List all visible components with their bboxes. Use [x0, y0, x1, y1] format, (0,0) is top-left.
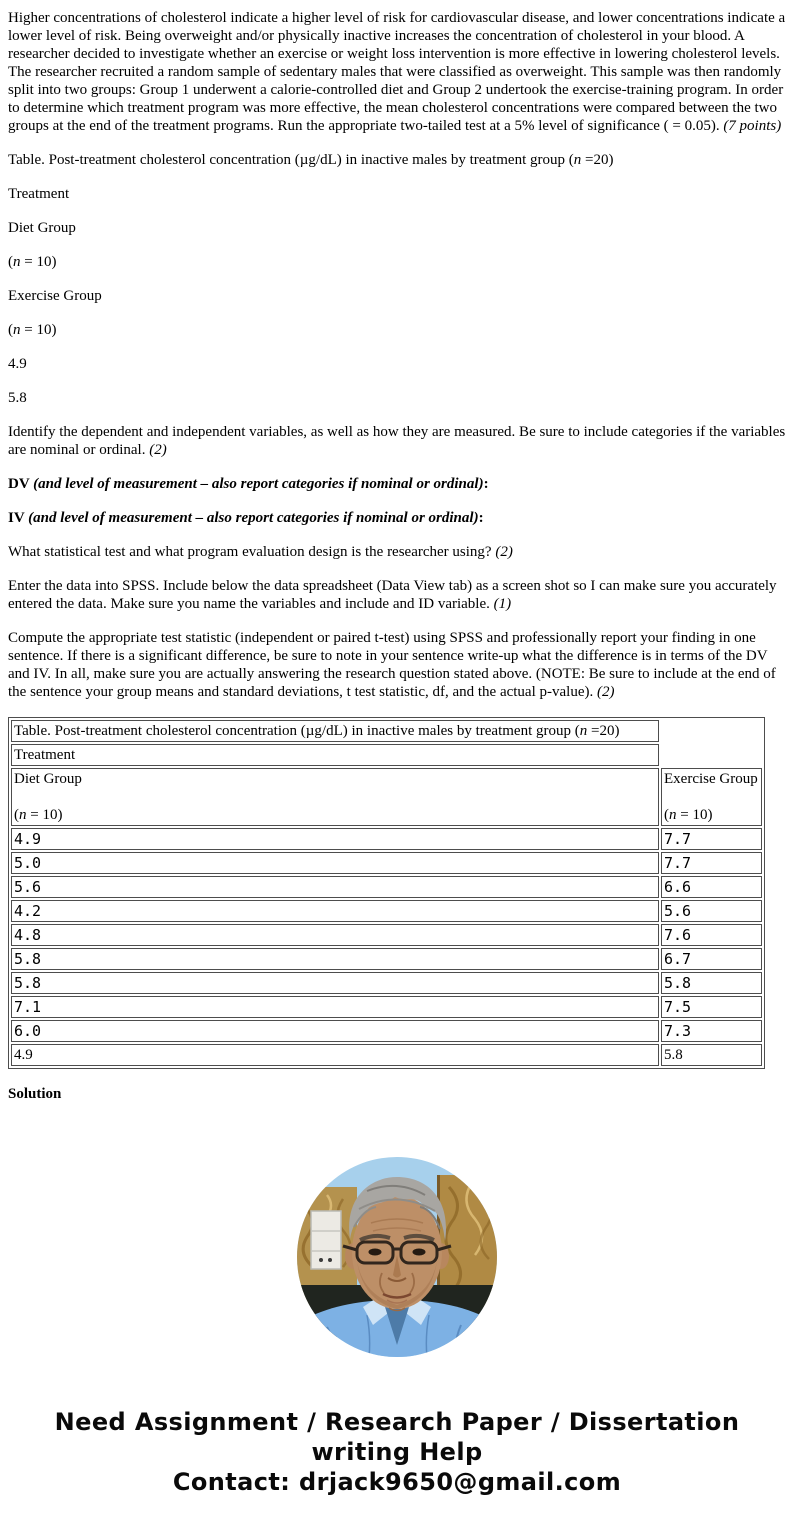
stat-test-question: What statistical test and what program evaluation design is the researcher using? (2) [8, 544, 513, 560]
diet-group-n: (n = 10) [14, 807, 63, 823]
intro-paragraph: Higher concentrations of cholesterol indicate a higher level of risk for cardiovascular disease, and lower concentrations indicate a lower level of risk. Being overweight and/or physically inactive increases the concentration of cholesterol in your blood. A researcher decided to investigate whether an exercise or weight loss intervention is more effective in lowering cholesterol levels. The researcher recruited a random sample of sedentary males that were classified as overweight. This sample was then randomly split into two groups: Group 1 underwent a calorie-controlled diet and Group 2 undertook the exercise-training program. In order to determine which treatment program was more effective, the mean cholesterol concentrations were compared between the two groups at the end of the treatment programs. Run the appropriate two-tailed test at a 5% level of significance ( = 0.05). (7 points) [8, 10, 786, 134]
footer-help-text [8, 1407, 786, 1497]
diet-group-header-cell [11, 768, 659, 826]
table-data-row [11, 1020, 762, 1042]
data-cell: 5.6 [661, 900, 762, 922]
diet-group-header: Diet Group [14, 771, 82, 787]
table-data-row [11, 924, 762, 946]
data-cell: 4.8 [11, 924, 659, 946]
table-data-row [11, 972, 762, 994]
data-cell: 4.2 [11, 900, 659, 922]
table-caption-text: Table. Post-treatment cholesterol concentration (µg/dL) in inactive males by treatment group (n =20) [8, 152, 614, 168]
spacer [14, 788, 656, 806]
iv-line: IV (and level of measurement – also report categories if nominal or ordinal): [8, 510, 484, 526]
table-data-row [11, 900, 762, 922]
data-cell: 7.3 [661, 1020, 762, 1042]
data-cell: 5.8 [11, 972, 659, 994]
data-cell: 7.7 [661, 852, 762, 874]
data-cell: 6.0 [11, 1020, 659, 1042]
solution-heading: Solution [8, 1086, 62, 1102]
data-cell: 4.9 [11, 828, 659, 850]
treatment-cell: Treatment [11, 744, 659, 766]
portrait-photo-icon [297, 1157, 497, 1357]
exercise-mean-value: 5.8 [8, 390, 27, 406]
data-cell: 6.6 [661, 876, 762, 898]
table-data-row [11, 852, 762, 874]
data-cell: 7.7 [661, 828, 762, 850]
contact-line: Contact: drjack9650@gmail.com [172, 1468, 622, 1496]
data-cell: 5.8 [11, 948, 659, 970]
identify-question: Identify the dependent and independent variables, as well as how they are measured. Be sure to include categories if the variables are nominal or ordinal. (2) [8, 424, 786, 458]
table-treatment-row [11, 744, 762, 766]
dv-line: DV (and level of measurement – also report categories if nominal or ordinal): [8, 476, 489, 492]
table-summary-row [11, 1044, 762, 1066]
footer-line-2: writing Help [311, 1438, 483, 1466]
footer-line-1: Need Assignment / Research Paper / Dissertation [54, 1408, 740, 1436]
exercise-group-label: Exercise Group [8, 288, 102, 304]
cholesterol-data-table [8, 717, 765, 1069]
treatment-label: Treatment [8, 186, 70, 202]
diet-summary-cell: 4.9 [11, 1044, 659, 1066]
table-caption-row [11, 720, 762, 742]
spss-instruction: Enter the data into SPSS. Include below the data spreadsheet (Data View tab) as a screen shot so I can make sure you accurately entered the data. Make sure you name the variables and include and ID variable. (1) [8, 578, 777, 612]
table-data-row [11, 948, 762, 970]
data-cell: 5.8 [661, 972, 762, 994]
tutor-photo [297, 1157, 497, 1357]
data-cell: 5.6 [11, 876, 659, 898]
table-caption-cell: Table. Post-treatment cholesterol concentration (µg/dL) in inactive males by treatment group (n =20) [11, 720, 659, 742]
exercise-group-header-cell [661, 768, 762, 826]
exercise-n-label: (n = 10) [8, 322, 57, 338]
data-cell: 7.1 [11, 996, 659, 1018]
data-cell: 7.6 [661, 924, 762, 946]
diet-n-label: (n = 10) [8, 254, 57, 270]
table-data-row [11, 828, 762, 850]
table-group-header-row [11, 768, 762, 826]
exercise-group-n: (n = 10) [664, 807, 713, 823]
diet-mean-value: 4.9 [8, 356, 27, 372]
spacer [664, 788, 759, 806]
data-cell: 5.0 [11, 852, 659, 874]
diet-group-label: Diet Group [8, 220, 76, 236]
table-data-row [11, 876, 762, 898]
table-data-row [11, 996, 762, 1018]
exercise-summary-cell: 5.8 [661, 1044, 762, 1066]
exercise-group-header: Exercise Group [664, 771, 758, 787]
data-cell: 6.7 [661, 948, 762, 970]
data-cell: 7.5 [661, 996, 762, 1018]
compute-instruction: Compute the appropriate test statistic (independent or paired t-test) using SPSS and professionally report your finding in one sentence. If there is a significant difference, be sure to note in your sentence write-up what the difference is in terms of the DV and IV. In all, make sure you are actually answering the research question stated above. (NOTE: Be sure to include at the end of the sentence your group means and standard deviations, t test statistic, df, and the actual p-value). (2) [8, 630, 776, 700]
